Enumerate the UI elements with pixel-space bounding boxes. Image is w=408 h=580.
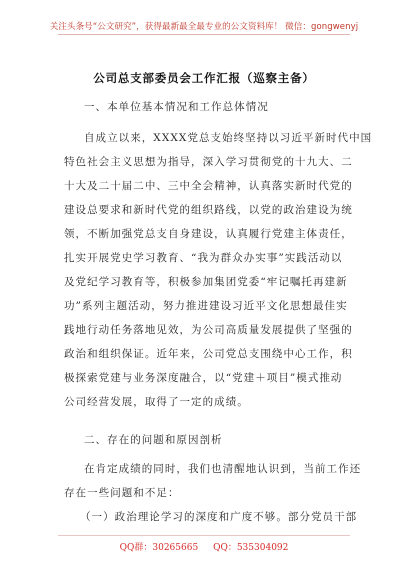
section-2-heading: 二、存在的问题和原因剖析	[84, 434, 223, 446]
section-1-heading: 一、本单位基本情况和工作总体情况	[84, 101, 269, 113]
paragraph-1-line: 自成立以来，XXXX党总支始终坚持以习近平新时代中国	[84, 132, 373, 144]
paragraph-1-line: 功”系列主题活动，努力推进建设习近平文化思想最佳实	[64, 300, 348, 312]
contact-footer	[0, 540, 408, 553]
paragraph-1-line: 及党纪学习教育等，积极参加集团党委“牢记嘱托再建新	[64, 276, 348, 288]
promo-banner: 关注头条号“公文研究”，获得最新最全最专业的公文资料库！ 微信：gongwenyj	[49, 22, 359, 32]
paragraph-1-line: 公司经营发展，取得了一定的成绩。	[64, 396, 249, 408]
paragraph-1-line: 特色社会主义思想为指导，深入学习贯彻党的十九大、二	[64, 156, 353, 168]
footer-divider	[58, 535, 350, 536]
paragraph-1-line: 政治和组织保证。近年来，公司党总支围绕中心工作，积	[64, 348, 353, 360]
paragraph-1-line: 扎实开展党史学习教育、“我为群众办实事”实践活动以	[64, 252, 343, 264]
paragraph-1-line: 建设总要求和新时代党的组织路线，以党的政治建设为统	[64, 204, 353, 216]
paragraph-2-line: 存在一些问题和不足：	[64, 487, 180, 499]
paragraph-1-line: 十大及二十届二中、三中全会精神，认真落实新时代党的	[64, 180, 353, 192]
paragraph-1-line: 极探索党建与业务深度融合，以“党建＋项目”模式推动	[64, 372, 343, 384]
paragraph-1-line: 践地行动任务落地见效，为公司高质量发展提供了坚强的	[64, 324, 353, 336]
paragraph-1-line: 领，不断加强党总支自身建设，认真履行党建主体责任，	[64, 228, 353, 240]
qq-group-label: QQ群：30265665	[119, 543, 199, 553]
qq-label: QQ：535304092	[213, 543, 289, 553]
paragraph-3-line: （一）政治理论学习的深度和广度不够。部分党员干部	[80, 511, 358, 523]
paragraph-2-line: 在肯定成绩的同时，我们也清醒地认识到，当前工作还	[84, 463, 362, 475]
document-title: 公司总支部委员会工作汇报（巡察主备）	[93, 71, 315, 85]
banner-divider	[58, 34, 350, 35]
